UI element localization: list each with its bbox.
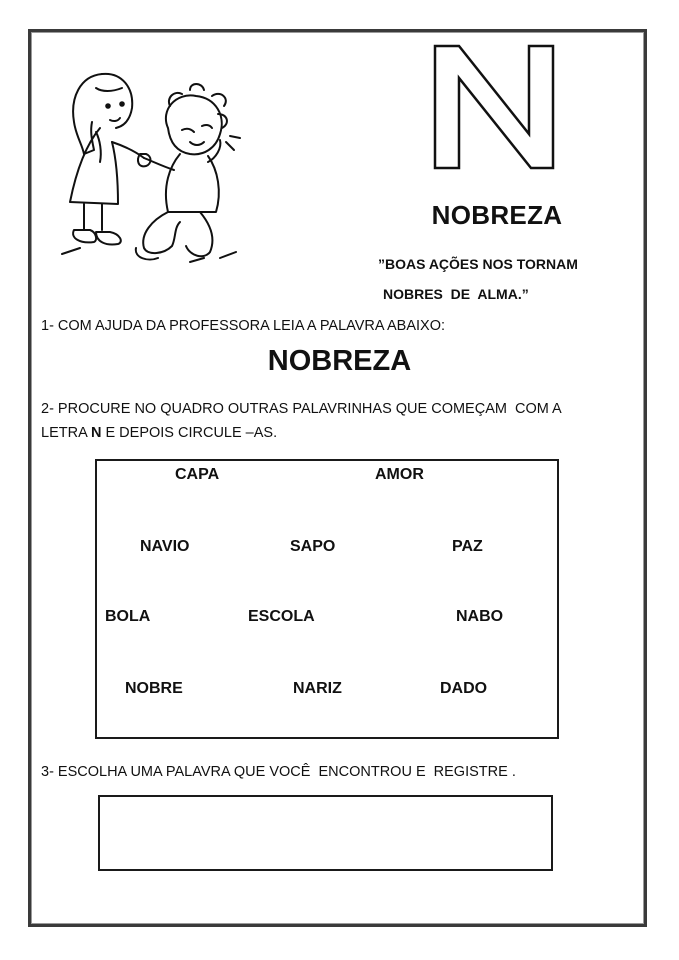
- word-item[interactable]: CAPA: [175, 466, 220, 483]
- quote-line-2: NOBRES DE ALMA.”: [383, 286, 529, 302]
- word-item[interactable]: NARIZ: [293, 680, 342, 697]
- word-item[interactable]: DADO: [440, 680, 488, 697]
- instruction-1: 1- COM AJUDA DA PROFESSORA LEIA A PALAVRA ABAIXO:: [41, 318, 446, 334]
- answer-box[interactable]: [98, 795, 553, 871]
- page-title: NOBREZA: [431, 200, 563, 230]
- featured-word: NOBREZA: [267, 345, 412, 377]
- instruction-2-suffix: E DEPOIS CIRCULE –AS.: [101, 425, 278, 441]
- word-item[interactable]: ESCOLA: [248, 608, 315, 625]
- instruction-2-line-2: [41, 425, 277, 441]
- word-item[interactable]: NAVIO: [140, 538, 190, 555]
- word-item[interactable]: BOLA: [105, 608, 151, 625]
- word-item[interactable]: NOBRE: [125, 680, 183, 697]
- quote-line-1: ”BOAS AÇÕES NOS TORNAM: [378, 256, 578, 272]
- word-item[interactable]: AMOR: [375, 466, 424, 483]
- instruction-2-line-1: 2- PROCURE NO QUADRO OUTRAS PALAVRINHAS QUE COMEÇAM COM A: [41, 401, 562, 417]
- word-item[interactable]: SAPO: [290, 538, 336, 555]
- instruction-2-letter: N: [90, 425, 102, 441]
- instruction-3: 3- ESCOLHA UMA PALAVRA QUE VOCÊ ENCONTROU E REGISTRE .: [41, 764, 516, 780]
- word-item[interactable]: NABO: [456, 608, 504, 625]
- instruction-2-prefix: LETRA: [41, 425, 91, 441]
- children-illustration: [40, 62, 250, 267]
- word-item[interactable]: PAZ: [452, 538, 483, 555]
- letter-n-outline: [425, 38, 565, 178]
